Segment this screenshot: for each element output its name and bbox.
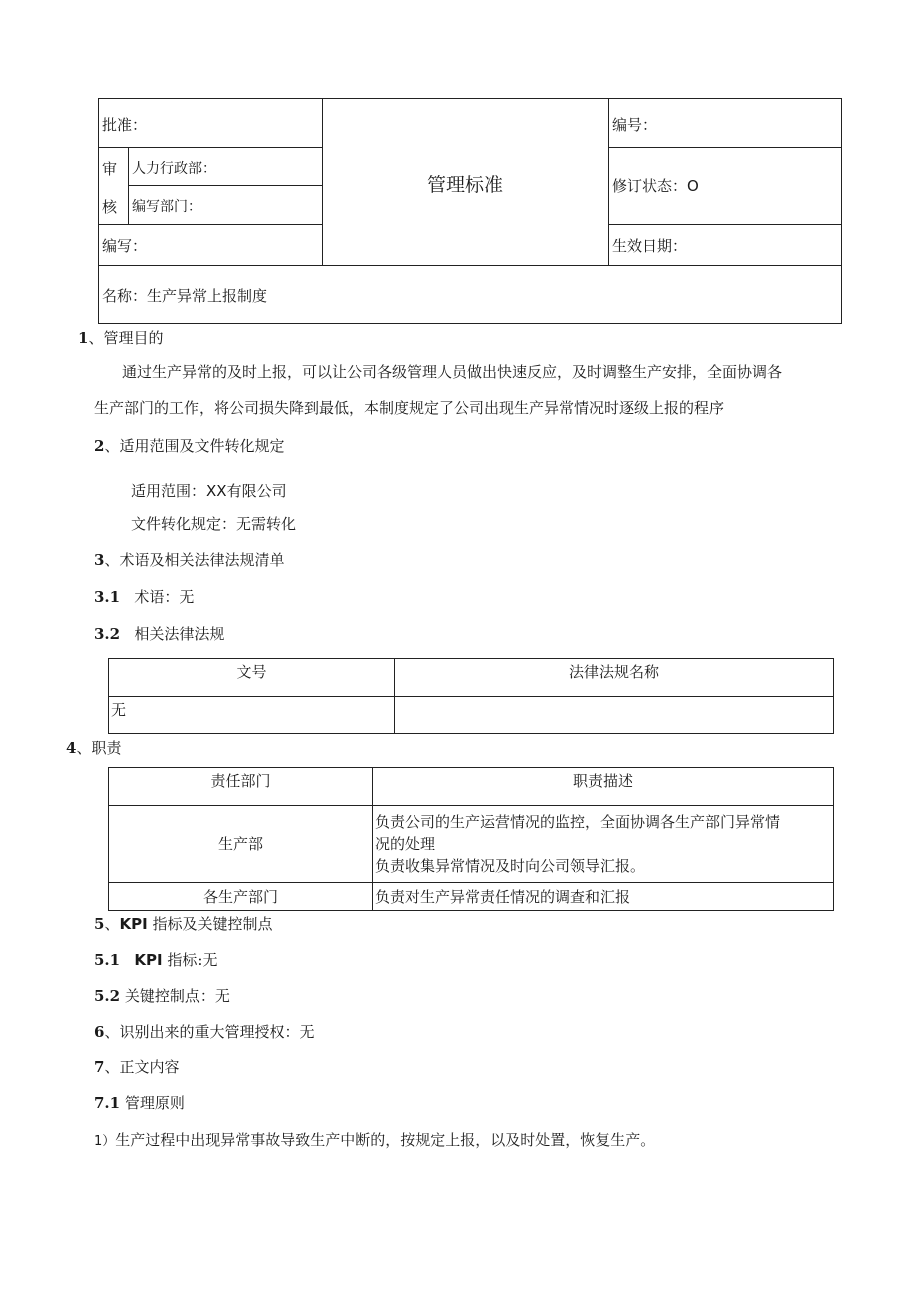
responsibilities-table-header <box>109 768 834 806</box>
header-title: 管理标准 <box>426 174 503 196</box>
revision-value: O <box>687 177 699 195</box>
desc-line: 负责公司的生产运营情况的监控，全面协调各生产部门异常情 <box>375 813 781 831</box>
section-5-2-text: 关键控制点：无 <box>124 987 230 1005</box>
section-4-number: 4 <box>66 739 77 757</box>
section-5-2-number: 5.2 <box>94 987 121 1005</box>
regulations-cell-name <box>395 697 834 734</box>
section-7-item-1 <box>94 1129 655 1150</box>
section-6-number: 6 <box>94 1023 105 1041</box>
conversion-line: 文件转化规定：无需转化 <box>131 515 297 533</box>
regulations-header-name: 法律法规名称 <box>395 659 834 697</box>
regulations-cell-number: 无 <box>109 697 395 734</box>
item-1-number: 1） <box>94 1134 116 1149</box>
table-row <box>109 806 834 883</box>
responsibilities-header-desc: 职责描述 <box>373 768 834 806</box>
responsibilities-table <box>108 767 834 911</box>
writer-label: 编写： <box>102 237 148 255</box>
section-7-1-text: 管理原则 <box>124 1094 185 1112</box>
responsibilities-desc-all: 负责对生产异常责任情况的调查和汇报 <box>373 883 834 911</box>
hr-dept-label: 人力行政部： <box>132 161 216 177</box>
section-7-title: 、正文内容 <box>104 1058 180 1076</box>
section-1-heading <box>78 327 163 348</box>
section-3-title: 、术语及相关法律法规清单 <box>104 551 285 569</box>
table-row <box>109 697 834 734</box>
section-5-1-kpi: KPI <box>134 951 163 969</box>
section-3-2 <box>94 623 224 644</box>
section-4-title: 、职责 <box>76 739 122 757</box>
section-5-2 <box>94 985 230 1006</box>
section-3-heading <box>94 549 284 570</box>
name-value: 生产异常上报制度 <box>147 287 268 305</box>
section-5-1 <box>94 949 217 970</box>
regulations-table <box>108 658 834 734</box>
document-name <box>102 285 267 306</box>
author-dept-label: 编写部门： <box>132 199 202 215</box>
section-3-1-number: 3.1 <box>94 588 121 606</box>
section-7-1 <box>94 1092 185 1113</box>
scope-value: XX有限公司 <box>206 482 287 500</box>
section-5-kpi: KPI <box>119 915 148 933</box>
section-3-number: 3 <box>94 551 105 569</box>
section-5-heading: 5、KPI 指标及关键控制点 <box>94 915 273 933</box>
review-char-2: 核 <box>102 198 118 216</box>
responsibilities-dept-all: 各生产部门 <box>109 883 373 911</box>
section-1-para-line1: 通过生产异常的及时上报，可以让公司各级管理人员做出快速反应，及时调整生产安排，全面协调各 <box>122 363 783 381</box>
section-7-number: 7 <box>94 1058 105 1076</box>
section-3-1-text: 术语：无 <box>134 588 195 606</box>
section-3-2-text: 相关法律法规 <box>134 625 225 643</box>
section-1-number: 1 <box>78 329 89 347</box>
approve-label: 批准： <box>102 116 148 134</box>
section-5-title: 指标及关键控制点 <box>152 915 273 933</box>
desc-line: 负责收集异常情况及时向公司领导汇报。 <box>375 857 646 875</box>
revision-status <box>612 175 699 196</box>
section-7-1-number: 7.1 <box>94 1094 121 1112</box>
section-3-1 <box>94 586 194 607</box>
section-4-heading <box>66 737 121 758</box>
revision-label: 修订状态： <box>612 177 688 195</box>
section-1-title: 、管理目的 <box>88 329 164 347</box>
item-1-text: 生产过程中出现异常事故导致生产中断的，按规定上报，以及时处置，恢复生产。 <box>115 1131 656 1149</box>
table-row <box>109 883 834 911</box>
regulations-header-number: 文号 <box>109 659 395 697</box>
section-5-1-text: 指标:无 <box>167 951 218 969</box>
scope-label: 适用范围： <box>131 482 207 500</box>
effective-date-label: 生效日期： <box>612 237 688 255</box>
section-5-1-number: 5.1 <box>94 951 121 969</box>
review-char-1: 审 <box>102 160 118 178</box>
section-6-heading <box>94 1021 314 1042</box>
section-3-2-number: 3.2 <box>94 625 121 643</box>
section-1-para-line2: 生产部门的工作，将公司损失降到最低，本制度规定了公司出现生产异常情况时逐级上报的程序 <box>94 399 725 417</box>
section-2-title: 、适用范围及文件转化规定 <box>104 437 285 455</box>
section-6-title: 、识别出来的重大管理授权：无 <box>104 1023 315 1041</box>
responsibilities-header-dept: 责任部门 <box>109 768 373 806</box>
number-label: 编号： <box>612 116 658 134</box>
responsibilities-dept-production: 生产部 <box>109 806 373 883</box>
scope-line <box>131 480 287 501</box>
responsibilities-desc-production <box>373 806 834 883</box>
section-2-number: 2 <box>94 437 105 455</box>
document-header-block <box>98 98 842 324</box>
section-2-heading <box>94 435 284 456</box>
section-7-heading <box>94 1056 179 1077</box>
section-5-number: 5 <box>94 915 105 933</box>
regulations-table-header <box>109 659 834 697</box>
name-label: 名称： <box>102 287 148 305</box>
desc-line: 况的处理 <box>375 835 436 853</box>
